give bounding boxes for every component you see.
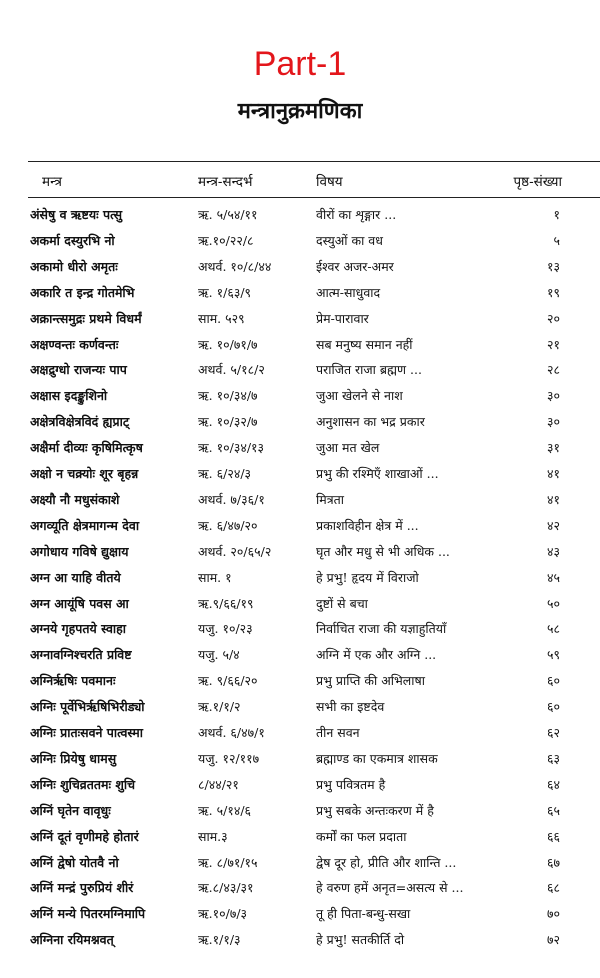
reference-cell: ऋ. ६/२४/३	[198, 466, 252, 481]
mantra-cell: अग्निः प्रातःसवने पात्वस्मा	[30, 725, 143, 740]
table-row	[0, 616, 600, 642]
table-row	[0, 875, 600, 901]
reference-cell: ऋ. ५/५४/११	[198, 207, 258, 222]
mantra-cell: अग्निः शुचिव्रततमः शुचि	[30, 776, 136, 792]
table-header	[0, 169, 600, 195]
mantra-cell: अग्नावग्निश्चरति प्रविष्ट	[30, 647, 132, 663]
reference-cell: ऋ.१/१/२	[198, 699, 241, 715]
subject-cell: द्वेष दूर हो, प्रीति और शान्ति ...	[316, 854, 457, 870]
column-header-reference: मन्त्र-सन्दर्भ	[198, 174, 253, 190]
subject-cell: जुआ खेलने से नाश	[316, 388, 403, 404]
table-row	[0, 539, 600, 565]
part-heading: Part-1	[253, 45, 347, 83]
reference-cell: यजु. ५/४	[198, 647, 240, 663]
subject-cell: आत्म-साधुवाद	[316, 284, 381, 300]
subject-cell: अनुशासन का भद्र प्रकार	[316, 414, 425, 430]
subject-cell: ईश्वर अजर-अमर	[316, 258, 394, 274]
reference-cell: ऋ.९/६६/१९	[198, 595, 254, 611]
reference-cell: ऋ. ५/१४/६	[198, 802, 252, 818]
subject-cell: निर्वाचित राजा की यज्ञाहुतियाँ	[316, 621, 447, 637]
reference-cell: यजु. १०/२३	[198, 621, 253, 637]
mantra-cell: अक्रान्त्समुद्रः प्रथमे विधर्मं	[30, 310, 142, 326]
mantra-cell: अक्ष्यौ नौ मधुसंकाशे	[30, 491, 120, 507]
page-number-cell: २८	[546, 362, 560, 378]
table-row	[0, 306, 600, 332]
mantra-cell: अगोधाय गविषे द्युक्षाय	[30, 543, 129, 559]
table-row	[0, 927, 600, 953]
page-number-cell: ६५	[546, 802, 560, 818]
reference-cell: साम. १	[198, 569, 232, 585]
page-number-cell: ६४	[546, 776, 560, 792]
reference-cell: ऋ. ९/६६/२०	[198, 673, 258, 689]
subject-cell: हे प्रभु! सतकीर्ति दो	[316, 932, 405, 948]
page-number-cell: ५	[553, 232, 560, 248]
subject-cell: तीन सवन	[316, 725, 360, 740]
mantra-cell: अग्निर्ऋषिः पवमानः	[30, 673, 116, 689]
mantra-cell: अग्निं द्वेषो योतवै नो	[30, 854, 119, 870]
page-number-cell: २०	[546, 310, 560, 326]
reference-cell: अथर्व. १०/८/४४	[198, 258, 272, 274]
mantra-cell: अकर्मा दस्युरभि नो	[30, 232, 115, 248]
reference-cell: साम.३	[198, 828, 228, 844]
mantra-cell: अग्निं मन्ये पितरमग्निमापि	[30, 906, 146, 922]
reference-cell: ऋ. १०/३२/७	[198, 414, 258, 430]
table-row	[0, 435, 600, 461]
table-row	[0, 461, 600, 487]
column-header-subject: विषय	[316, 174, 343, 190]
subject-cell: मित्रता	[316, 491, 344, 507]
reference-cell: ऋ. ६/४७/२०	[198, 517, 258, 533]
page-number-cell: ६०	[546, 699, 560, 715]
table-row	[0, 332, 600, 358]
mantra-cell: अग्निं मन्द्रं पुरुप्रियं शीरं	[30, 880, 134, 896]
mantra-cell: अग्निं घृतेन वावृधुः	[30, 802, 111, 818]
page-number-cell: ७०	[546, 906, 560, 922]
mantra-cell: अक्षो न चक्र्योः शूर बृहन्न	[30, 466, 139, 481]
reference-cell: अथर्व. ६/४७/१	[198, 725, 265, 740]
reference-cell: ऋ. १०/३४/७	[198, 388, 258, 404]
table-row	[0, 901, 600, 927]
page-number-cell: ५०	[546, 595, 560, 611]
table-row	[0, 772, 600, 798]
table-row	[0, 694, 600, 720]
subject-cell: प्रभु सबके अन्तःकरण में है	[316, 802, 434, 818]
page-number-cell: ४१	[546, 491, 560, 507]
page-number-cell: ४१	[546, 466, 560, 481]
mantra-cell: अग्न आयूंषि पवस आ	[30, 595, 129, 611]
table-row	[0, 228, 600, 254]
page-number-cell: ५८	[546, 621, 560, 637]
page-number-cell: ३०	[546, 388, 560, 404]
subject-cell: दुष्टों से बचा	[316, 595, 368, 611]
page-number-cell: ६८	[546, 880, 560, 896]
page-number-cell: ६०	[546, 673, 560, 689]
table-row	[0, 357, 600, 383]
subject-cell: हे प्रभु! हृदय में विराजो	[316, 569, 419, 585]
subject-cell: पराजित राजा ब्रह्मण ...	[316, 362, 422, 378]
mantra-cell: अगव्यूति क्षेत्रमागन्म देवा	[30, 517, 140, 533]
subject-cell: हे वरुण हमें अनृत=असत्य से ...	[316, 880, 464, 896]
subject-cell: घृत और मधु से भी अधिक ...	[316, 543, 450, 559]
reference-cell: ऋ.१/१/३	[198, 932, 241, 948]
mantra-cell: अकारि त इन्द्र गोतमेभि	[30, 284, 135, 300]
table-row	[0, 591, 600, 617]
column-header-page: पृष्ठ-संख्या	[513, 174, 562, 190]
reference-cell: अथर्व. ७/३६/१	[198, 491, 265, 507]
table-row	[0, 642, 600, 668]
reference-cell: ८/४४/२१	[198, 776, 239, 792]
table-row	[0, 254, 600, 280]
page-number-cell: २१	[546, 336, 560, 352]
table-row	[0, 824, 600, 850]
mantra-cell: अग्नये गृहपतये स्वाहा	[30, 621, 127, 637]
mantra-cell: अक्षण्वन्तः कर्णवन्तः	[30, 336, 119, 352]
reference-cell: अथर्व. ५/१८/२	[198, 362, 265, 378]
page-number-cell: १	[553, 207, 560, 222]
reference-cell: साम. ५२९	[198, 310, 245, 326]
index-title: मन्त्रानुक्रमणिका	[237, 99, 363, 124]
subject-cell: प्रेम-पारावार	[316, 310, 369, 326]
mantra-cell: अक्षैर्मा दीव्यः कृषिमित्कृष	[30, 440, 143, 456]
subject-cell: प्रकाशविहीन क्षेत्र में ...	[316, 517, 419, 533]
table-row	[0, 202, 600, 228]
page-number-cell: ३०	[546, 414, 560, 430]
page-number-cell: ५९	[546, 647, 560, 663]
mantra-cell: अग्निं दूतं वृणीमहे होतारं	[30, 828, 139, 844]
table-row	[0, 487, 600, 513]
page-number-cell: ६७	[546, 854, 560, 870]
subject-cell: प्रभु पवित्रतम है	[316, 776, 386, 792]
subject-cell: सब मनुष्य समान नहीं	[316, 336, 413, 352]
mantra-cell: अग्निः पूर्वेभिर्ऋषिभिरीड्यो	[30, 699, 145, 715]
table-row	[0, 746, 600, 772]
mantra-cell: अक्षास इदङ्कुशिनो	[30, 388, 108, 404]
table-row	[0, 409, 600, 435]
header-rule	[28, 197, 600, 198]
mantra-cell: अग्न आ याहि वीतये	[30, 569, 121, 585]
reference-cell: ऋ.१०/७/३	[198, 906, 248, 922]
reference-cell: ऋ. १०/७१/७	[198, 336, 258, 352]
subject-cell: तू ही पिता-बन्धु-सखा	[316, 906, 411, 922]
page-number-cell: ४२	[546, 517, 560, 533]
subject-cell: प्रभु प्राप्ति की अभिलाषा	[316, 673, 425, 689]
table-row	[0, 798, 600, 824]
reference-cell: ऋ.१०/२२/८	[198, 232, 254, 248]
table-row	[0, 668, 600, 694]
table-row	[0, 383, 600, 409]
page-number-cell: ६३	[546, 750, 560, 766]
page-number-cell: १३	[546, 258, 560, 274]
top-rule	[28, 161, 600, 162]
subject-cell: कर्मों का फल प्रदाता	[316, 828, 407, 844]
table-row	[0, 850, 600, 876]
subject-cell: सभी का इष्टदेव	[316, 699, 385, 715]
page-number-cell: ४३	[546, 543, 560, 559]
mantra-cell: अक्षेत्रविक्षेत्रविदं ह्यप्राट्	[30, 414, 130, 430]
reference-cell: ऋ.८/४३/३१	[198, 880, 254, 896]
subject-cell: जुआ मत खेल	[316, 440, 380, 456]
subject-cell: वीरों का शृङ्गार ...	[316, 207, 397, 222]
table-row	[0, 720, 600, 746]
table-row	[0, 565, 600, 591]
mantra-cell: अकामो धीरो अमृतः	[30, 258, 118, 274]
table-row	[0, 280, 600, 306]
column-header-mantra: मन्त्र	[42, 174, 62, 190]
subject-cell: ब्रह्माण्ड का एकमात्र शासक	[316, 750, 438, 766]
page-number-cell: ७२	[546, 932, 560, 948]
reference-cell: अथर्व. २०/६५/२	[198, 543, 272, 559]
page-number-cell: ६२	[546, 725, 560, 740]
reference-cell: ऋ. १/६३/९	[198, 284, 252, 300]
subject-cell: प्रभु की रश्मिएँ शाखाओं ...	[316, 466, 439, 481]
table-row	[0, 513, 600, 539]
mantra-cell: अग्निः प्रियेषु धामसु	[30, 750, 117, 766]
reference-cell: यजु. १२/११७	[198, 750, 260, 766]
page-number-cell: ३१	[546, 440, 560, 456]
reference-cell: ऋ. ८/७१/१५	[198, 854, 258, 870]
mantra-cell: अंसेषु व ऋष्टयः पत्सु	[30, 207, 123, 222]
mantra-cell: अक्षद्रुग्धो राजन्यः पाप	[30, 362, 127, 378]
mantra-cell: अग्निना रयिमश्नवत्	[30, 932, 114, 948]
page-number-cell: ४५	[546, 569, 560, 585]
subject-cell: दस्युओं का वध	[316, 232, 383, 248]
subject-cell: अग्नि में एक और अग्नि ...	[316, 647, 437, 663]
page-number-cell: ६६	[546, 828, 560, 844]
page-number-cell: १९	[546, 284, 560, 300]
reference-cell: ऋ. १०/३४/१३	[198, 440, 265, 456]
